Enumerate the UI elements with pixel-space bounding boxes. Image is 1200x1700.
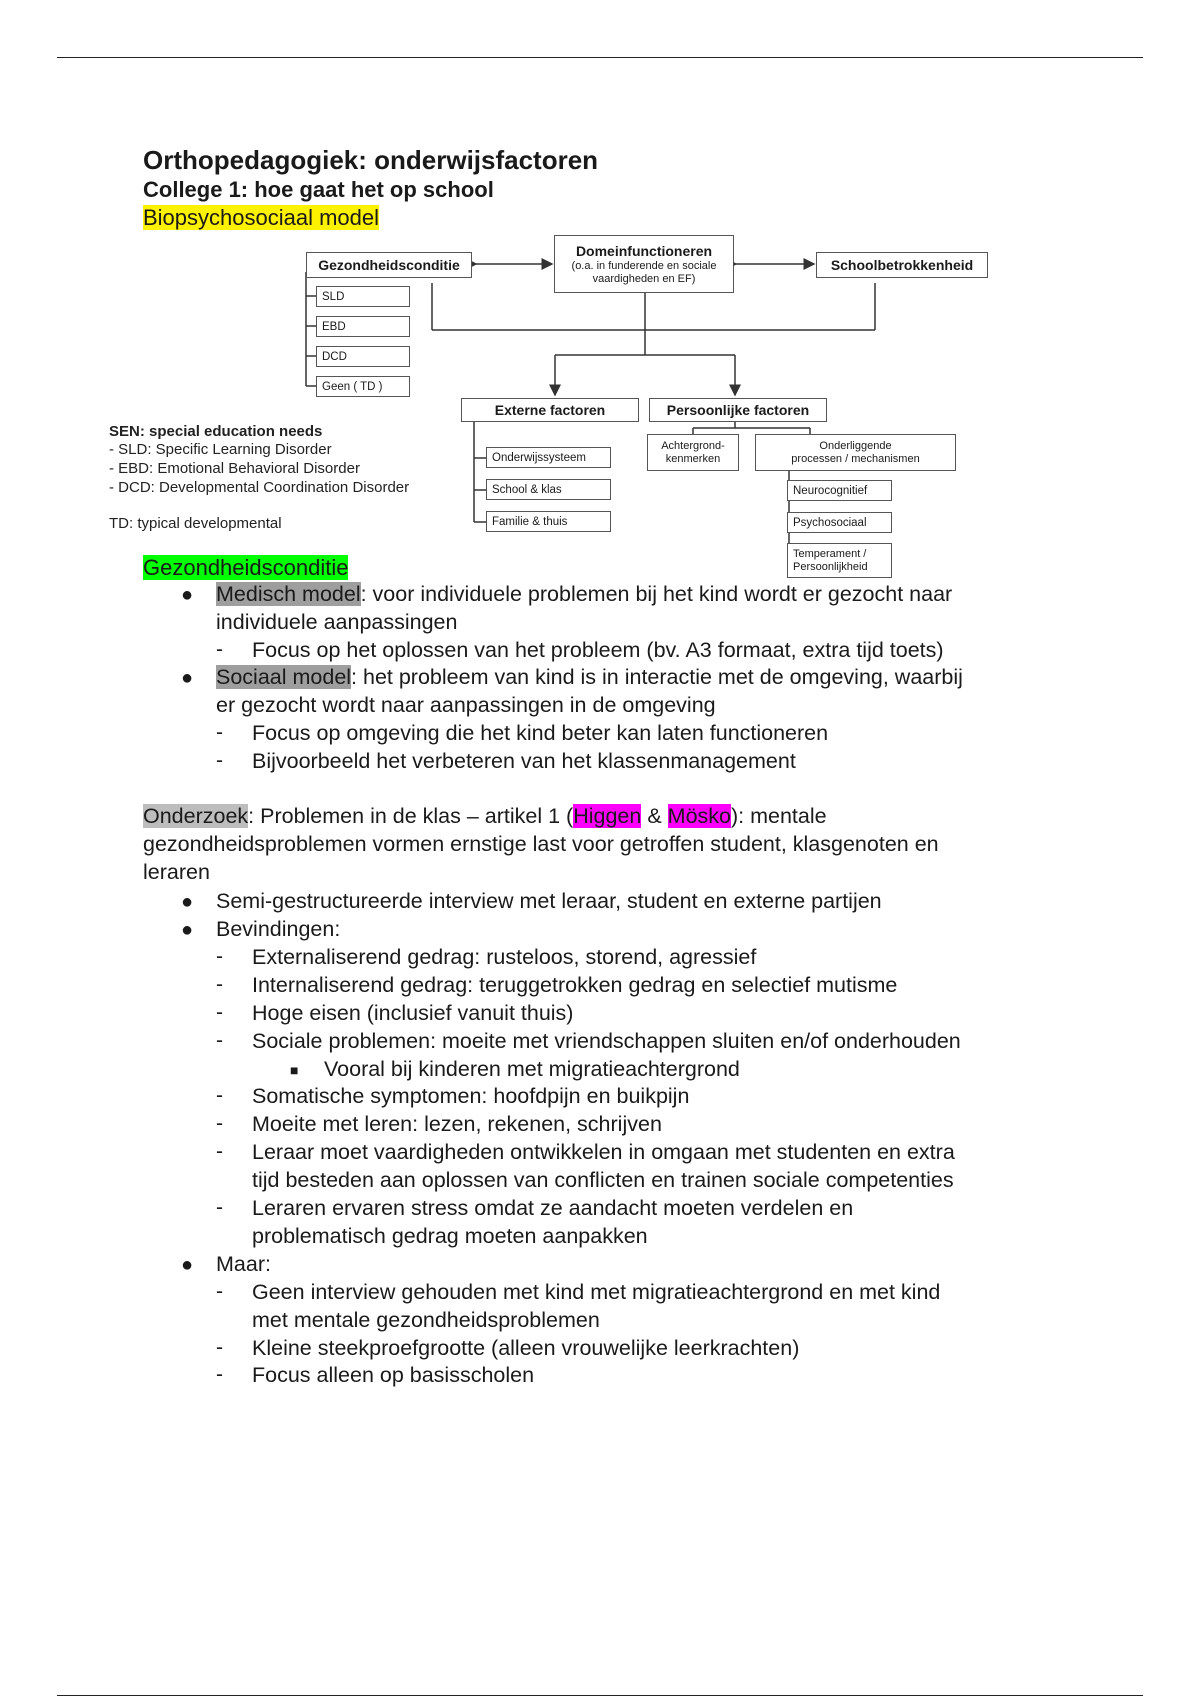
dash: -	[216, 1029, 223, 1052]
onderzoek-intro-a: : Problemen in de klas – artikel 1 (	[248, 804, 574, 828]
dash: -	[216, 1196, 223, 1219]
sociaal-line	[216, 665, 963, 690]
box-condition-ebd: EBD	[316, 316, 410, 337]
bullet-dot: ●	[181, 667, 194, 689]
highlight-green: Gezondheidsconditie	[143, 555, 349, 580]
onderzoek-line3: leraren	[143, 860, 210, 884]
dash: -	[216, 1112, 223, 1135]
dash: -	[216, 1001, 223, 1024]
finding-6: Moeite met leren: lezen, rekenen, schrijven	[252, 1112, 662, 1136]
dash: -	[216, 1336, 223, 1359]
onderzoek-line2: gezondheidsproblemen vormen ernstige last voor getroffen student, klasgenoten en	[143, 832, 939, 856]
sociaal-line2: er gezocht wordt naar aanpassingen in de omgeving	[216, 693, 716, 717]
box-school-klas: School & klas	[486, 479, 611, 500]
onderliggende-line2: processen / mechanismen	[791, 452, 920, 465]
section-heading-gezondheid	[143, 554, 348, 582]
finding-leraar-a: Leraar moet vaardigheden ontwikkelen in omgaan met studenten en extra	[252, 1140, 955, 1164]
achtergrond-line1: Achtergrond-	[661, 439, 725, 452]
page-title: Orthopedagogiek: onderwijsfactoren	[143, 145, 599, 175]
dash: -	[216, 1140, 223, 1163]
box-familie-thuis: Familie & thuis	[486, 511, 611, 532]
highlight-yellow: Biopsychosociaal model	[143, 205, 380, 230]
bullet-dot: ●	[181, 1254, 194, 1276]
bullet-dot: ●	[181, 919, 194, 941]
sociaal-sub-2: Bijvoorbeeld het verbeteren van het klassenmanagement	[252, 749, 796, 773]
box-psychosociaal: Psychosociaal	[787, 512, 892, 533]
sociaal-label: Sociaal model	[216, 665, 352, 689]
box-onderliggende-processen	[755, 434, 956, 471]
diagram-connectors	[0, 0, 1200, 600]
author-higgen: Higgen	[573, 804, 642, 828]
maar-b: met mentale gezondheidsproblemen	[252, 1308, 600, 1332]
maar-a: Geen interview gehouden met kind met migratieachtergrond en met kind	[252, 1280, 941, 1304]
square-bullet: ■	[290, 1062, 299, 1078]
box-externe-factoren: Externe factoren	[461, 398, 639, 422]
sociaal-text: : het probleem van kind is in interactie met de omgeving, waarbij	[351, 665, 963, 689]
finding-1: Externaliserend gedrag: rusteloos, storend, agressief	[252, 945, 757, 969]
sub-finding: Vooral bij kinderen met migratieachtergrond	[324, 1057, 740, 1081]
dash: -	[216, 1084, 223, 1107]
finding-stress-a: Leraren ervaren stress omdat ze aandacht moeten verdelen en	[252, 1196, 854, 1220]
onderzoek-label: Onderzoek	[143, 804, 249, 828]
bullet-dot: ●	[181, 584, 194, 606]
finding-3: Hoge eisen (inclusief vanuit thuis)	[252, 1001, 574, 1025]
box-persoonlijke-factoren: Persoonlijke factoren	[649, 398, 827, 422]
onderzoek-intro	[143, 804, 827, 829]
onderzoek-bullet-1: Semi-gestructureerde interview met leraar, student en externe partijen	[216, 889, 882, 913]
medisch-line	[216, 582, 952, 607]
box-temperament	[787, 543, 892, 578]
finding-4: Sociale problemen: moeite met vriendschappen sluiten en/of onderhouden	[252, 1029, 961, 1053]
bullet-dot: ●	[181, 891, 194, 913]
box-condition-dcd: DCD	[316, 346, 410, 367]
box-gezondheidsconditie: Gezondheidsconditie	[306, 252, 472, 278]
medisch-line2: individuele aanpassingen	[216, 610, 458, 634]
box-condition-sld: SLD	[316, 286, 410, 307]
finding-5: Somatische symptomen: hoofdpijn en buikpijn	[252, 1084, 690, 1108]
td-note: TD: typical developmental	[109, 515, 282, 532]
onderzoek-bullet-3: Maar:	[216, 1252, 271, 1276]
box-condition-geen: Geen ( TD )	[316, 376, 410, 397]
medisch-text: : voor individuele problemen bij het kind wordt er gezocht naar	[360, 582, 953, 606]
box-onderwijssysteem: Onderwijssysteem	[486, 447, 611, 468]
dash: -	[216, 721, 223, 744]
dash: -	[216, 749, 223, 772]
box-neurocognitief: Neurocognitief	[787, 480, 892, 501]
onderzoek-bullet-2: Bevindingen:	[216, 917, 341, 941]
sen-item-sld: - SLD: Specific Learning Disorder	[109, 441, 332, 458]
sen-item-ebd: - EBD: Emotional Behavioral Disorder	[109, 460, 360, 477]
domein-sub1: (o.a. in funderende en sociale	[571, 259, 717, 272]
dash: -	[216, 1363, 223, 1386]
amp: &	[641, 804, 668, 828]
maar-item-1: Kleine steekproefgrootte (alleen vrouwelijke leerkrachten)	[252, 1336, 800, 1360]
bottom-rule	[57, 1695, 1143, 1696]
box-domeinfunctioneren	[554, 235, 734, 293]
box-achtergrondkenmerken	[647, 434, 739, 471]
dash: -	[216, 1280, 223, 1303]
achtergrond-line2: kenmerken	[665, 452, 721, 465]
medisch-label: Medisch model	[216, 582, 361, 606]
dash: -	[216, 973, 223, 996]
maar-item-2: Focus alleen op basisscholen	[252, 1363, 535, 1387]
temperament-line2: Persoonlijkheid	[793, 560, 868, 573]
sen-item-dcd: - DCD: Developmental Coordination Disorder	[109, 479, 410, 496]
onderzoek-intro-b: ): mentale	[730, 804, 827, 828]
dash: -	[216, 638, 223, 661]
medisch-sub: Focus op het oplossen van het probleem (bv. A3 formaat, extra tijd toets)	[252, 638, 944, 662]
finding-2: Internaliserend gedrag: teruggetrokken gedrag en selectief mutisme	[252, 973, 898, 997]
author-mosko: Mösko	[667, 804, 731, 828]
dash: -	[216, 945, 223, 968]
temperament-line1: Temperament /	[793, 547, 867, 560]
finding-stress-b: problematisch gedrag moeten aanpakken	[252, 1224, 648, 1248]
sen-heading: SEN: special education needs	[109, 423, 323, 440]
box-schoolbetrokkenheid: Schoolbetrokkenheid	[816, 252, 988, 278]
domein-title: Domeinfunctioneren	[575, 242, 713, 259]
page-subtitle: College 1: hoe gaat het op school	[143, 177, 494, 202]
sociaal-sub-1: Focus op omgeving die het kind beter kan laten functioneren	[252, 721, 829, 745]
domein-sub2: vaardigheden en EF)	[592, 272, 696, 285]
finding-leraar-b: tijd besteden aan oplossen van conflicten en trainen sociale competenties	[252, 1168, 954, 1192]
onderliggende-line1: Onderliggende	[819, 439, 892, 452]
